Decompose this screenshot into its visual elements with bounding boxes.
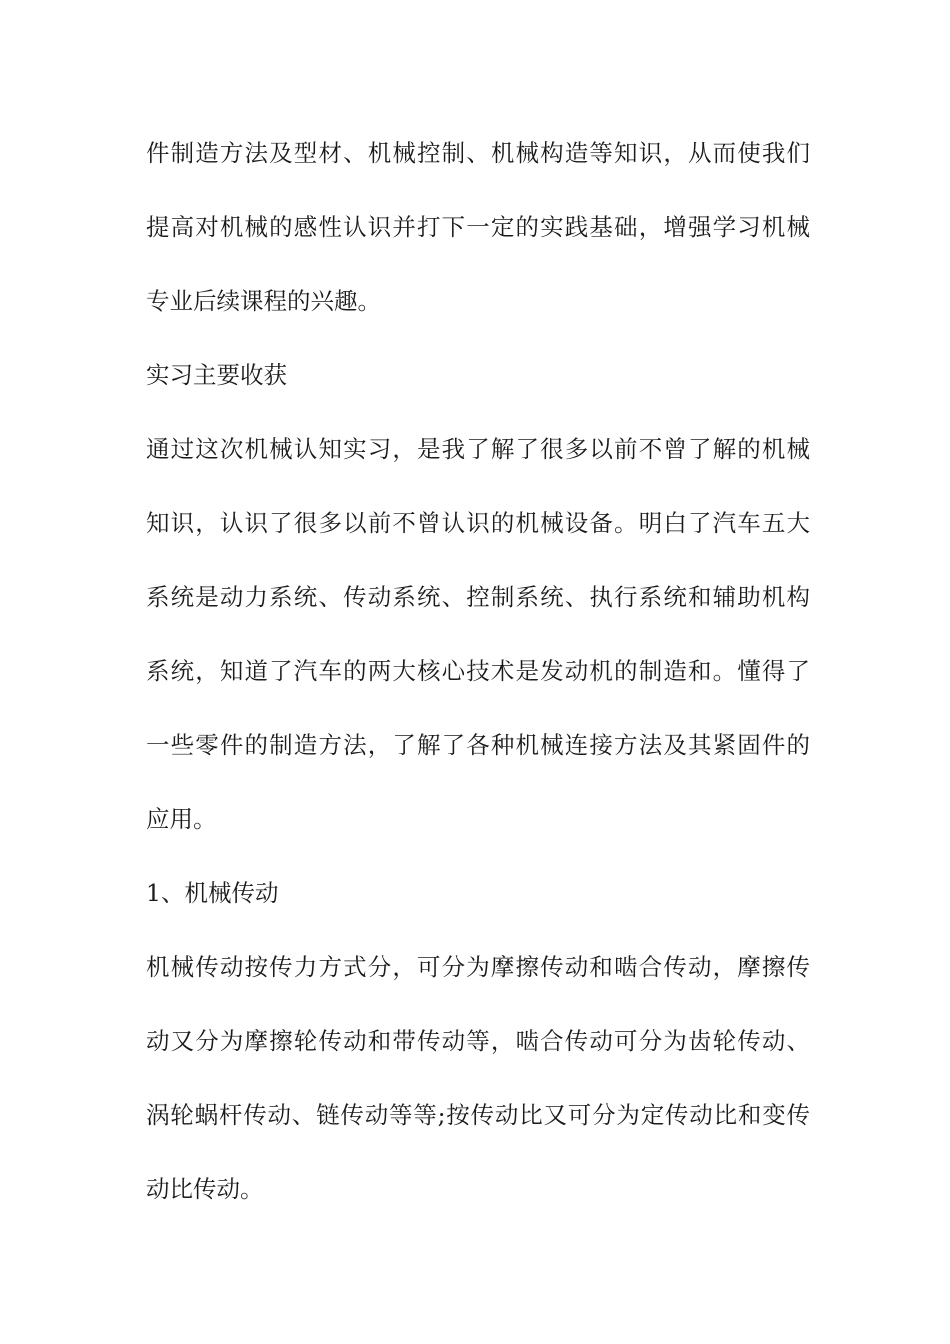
section-heading: 实习主要收获 (146, 361, 287, 389)
paragraph-line: 专业后续课程的兴趣。 (146, 287, 381, 315)
paragraph-line: 动又分为摩擦轮传动和带传动等，啮合传动可分为齿轮传动、 (146, 1027, 810, 1055)
paragraph-line: 提高对机械的感性认识并打下一定的实践基础，增强学习机械 (146, 213, 810, 241)
paragraph-line: 涡轮蜗杆传动、链传动等等;按传动比又可分为定传动比和变传 (146, 1101, 810, 1129)
paragraph-line: 系统，知道了汽车的两大核心技术是发动机的制造和。懂得了 (146, 657, 810, 685)
paragraph-line: 一些零件的制造方法，了解了各种机械连接方法及其紧固件的 (146, 731, 810, 759)
paragraph-line: 通过这次机械认知实习，是我了解了很多以前不曾了解的机械 (146, 435, 810, 463)
paragraph-line: 应用。 (146, 805, 217, 833)
section-heading: 1、机械传动 (146, 879, 279, 907)
document-body (146, 124, 810, 1234)
paragraph-line: 件制造方法及型材、机械控制、机械构造等知识，从而使我们 (146, 139, 810, 167)
paragraph-line: 系统是动力系统、传动系统、控制系统、执行系统和辅助机构 (146, 583, 810, 611)
paragraph-line: 动比传动。 (146, 1175, 264, 1203)
paragraph-line: 知识，认识了很多以前不曾认识的机械设备。明白了汽车五大 (146, 509, 810, 537)
paragraph-line: 机械传动按传力方式分，可分为摩擦传动和啮合传动，摩擦传 (146, 953, 810, 981)
